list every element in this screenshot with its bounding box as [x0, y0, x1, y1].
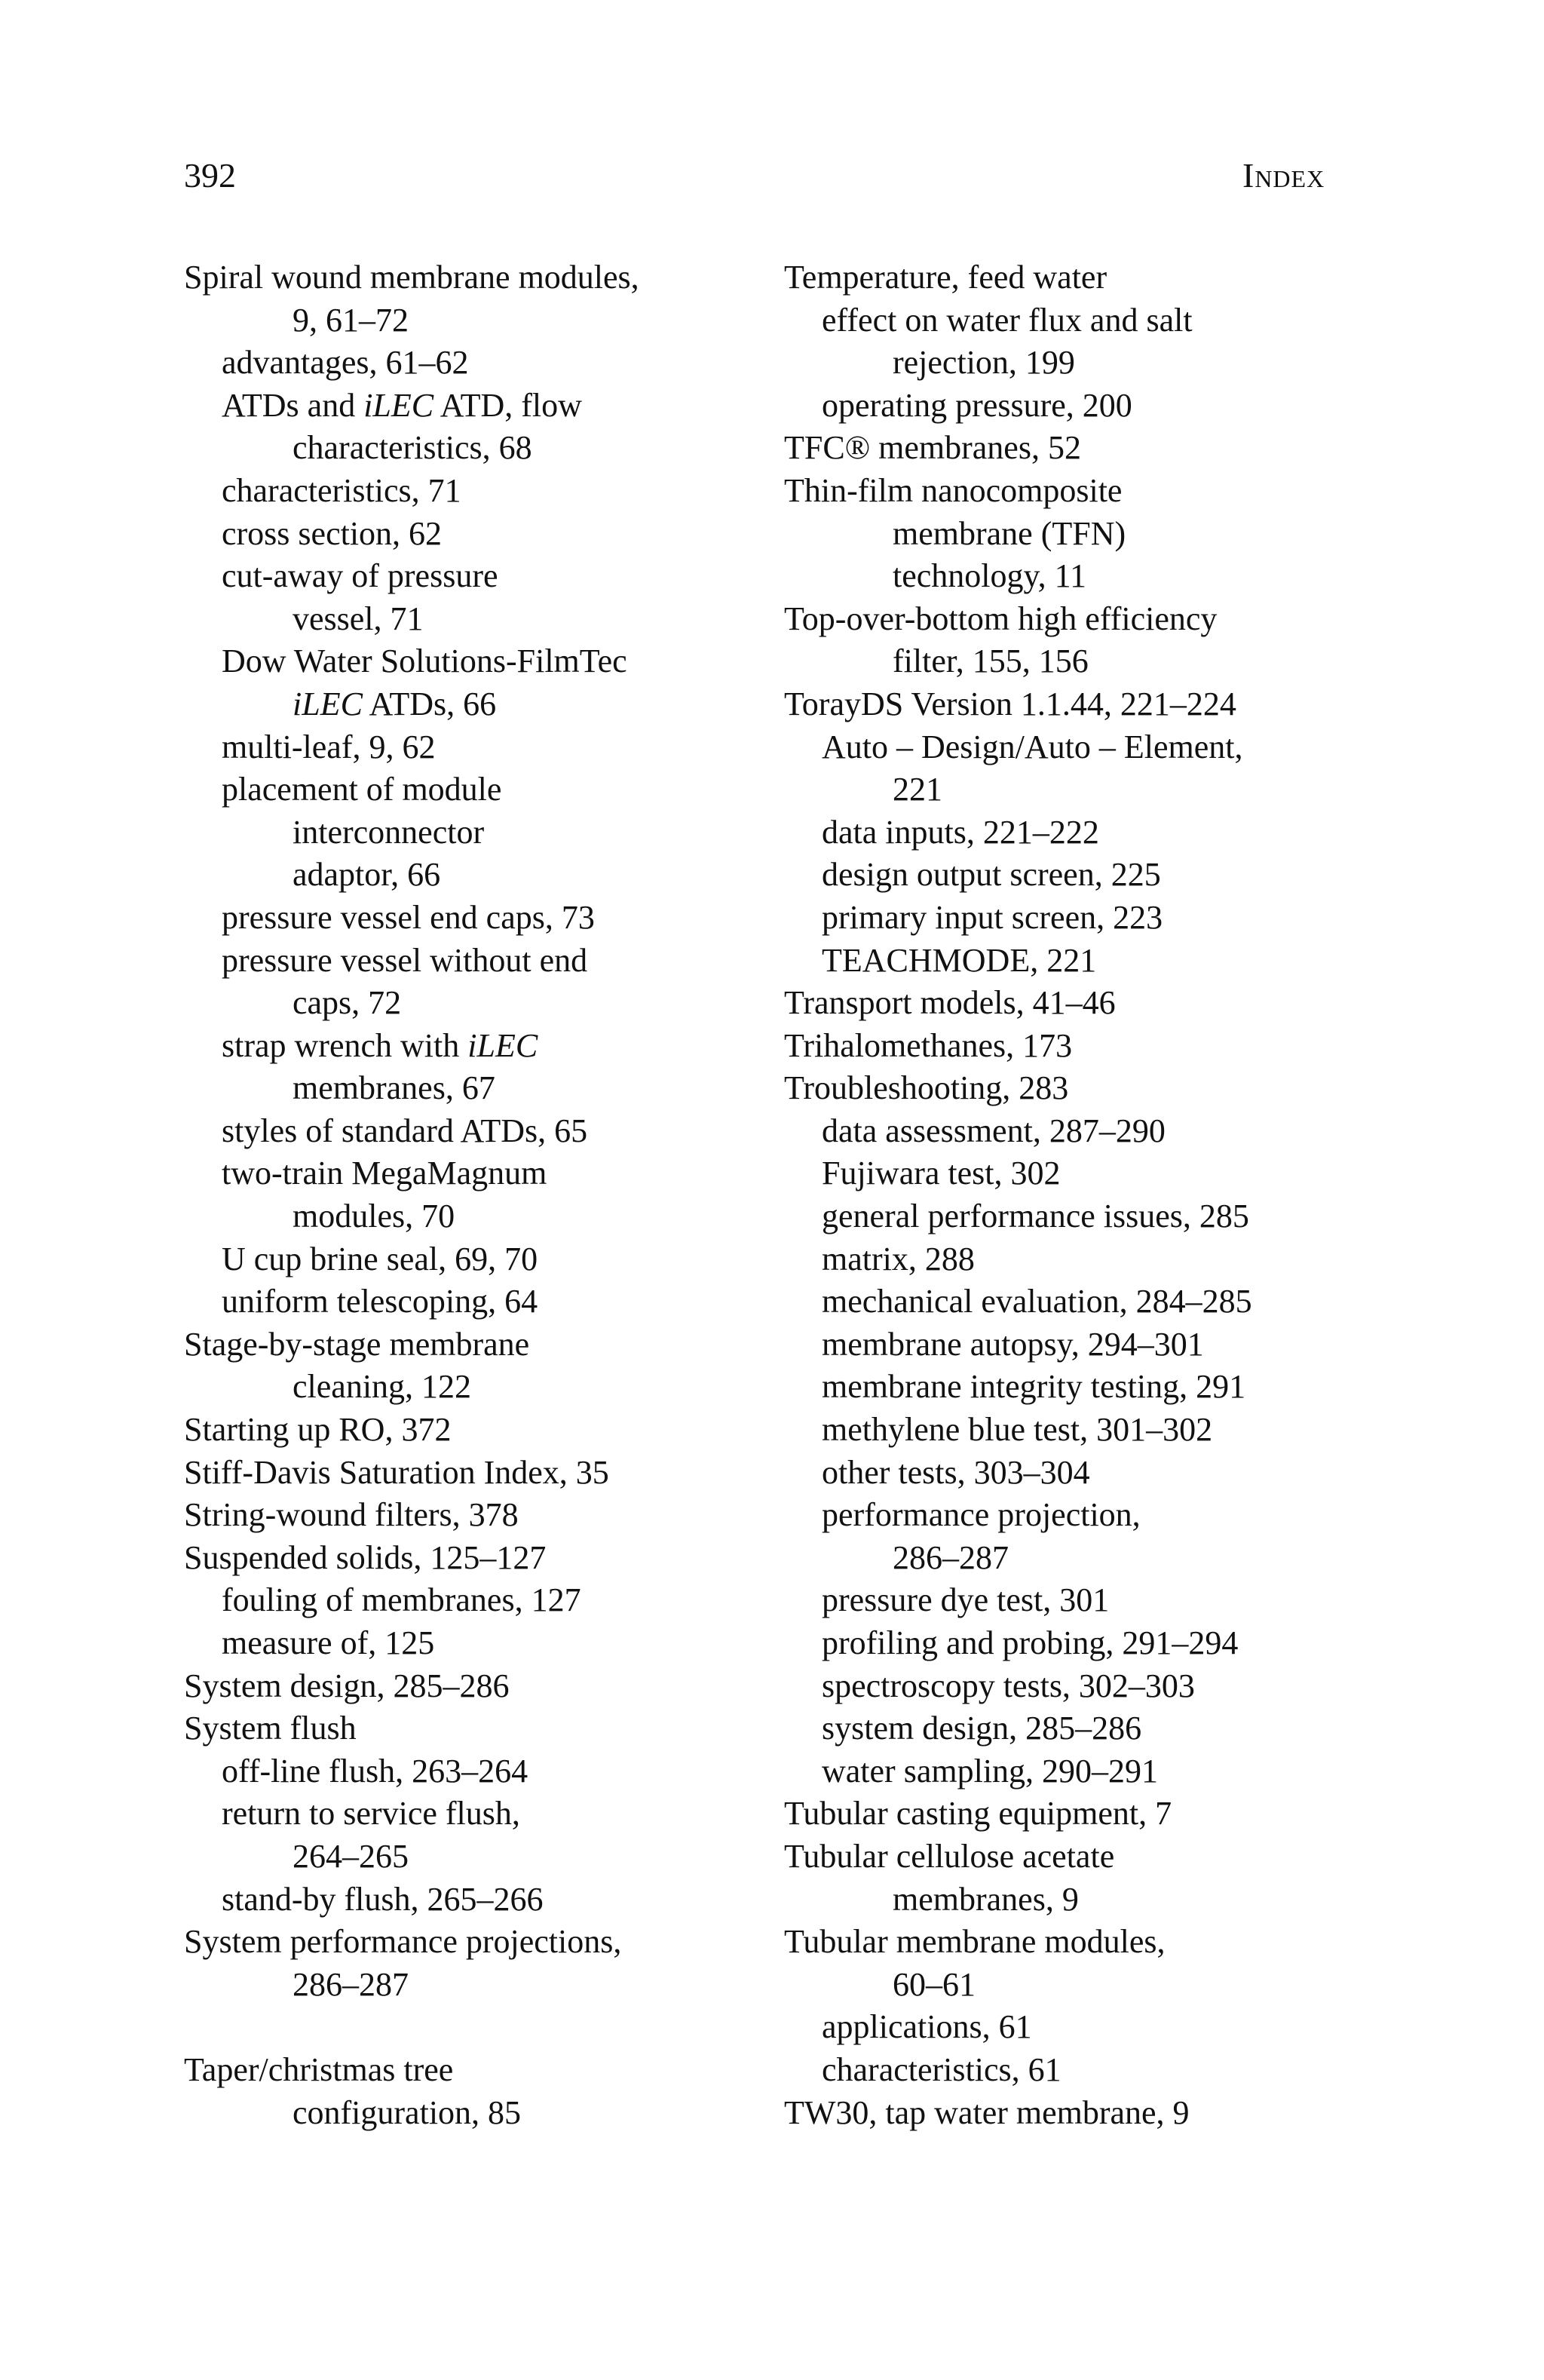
index-entry: System flush [184, 1710, 357, 1747]
index-entry: Suspended solids, 125–127 [184, 1538, 547, 1576]
index-subentry: pressure dye test, 301 [822, 1581, 1110, 1619]
index-subentry: strap wrench with iLEC [222, 1026, 538, 1064]
index-subentry: methylene blue test, 301–302 [822, 1411, 1213, 1449]
running-head: Index [1242, 156, 1325, 195]
index-subentry: stand-by flush, 265–266 [222, 1880, 544, 1918]
index-entry-continuation: technology, 11 [893, 557, 1087, 595]
page-number: 392 [184, 156, 236, 195]
index-entry: Stage-by-stage membrane [184, 1325, 530, 1363]
index-subentry: TEACHMODE, 221 [822, 941, 1097, 979]
index-entry: Trihalomethanes, 173 [784, 1026, 1073, 1064]
index-entry: Spiral wound membrane modules, [184, 259, 639, 296]
index-subentry: cut-away of pressure [222, 557, 498, 595]
index-entry: Tubular membrane modules, [784, 1923, 1166, 1961]
index-entry-continuation: membranes, 9 [893, 1880, 1079, 1918]
index-subentry: characteristics, 61 [822, 2050, 1062, 2088]
index-entry: Tubular casting equipment, 7 [784, 1795, 1172, 1833]
index-entry: Stiff-Davis Saturation Index, 35 [184, 1453, 609, 1491]
index-subentry: water sampling, 290–291 [822, 1752, 1159, 1790]
index-subentry: placement of module [222, 771, 502, 808]
index-entry: Top-over-bottom high efficiency [784, 600, 1218, 637]
index-subentry: profiling and probing, 291–294 [822, 1624, 1239, 1661]
index-subentry: membrane autopsy, 294–301 [822, 1325, 1204, 1363]
index-entry: Taper/christmas tree [184, 2050, 454, 2088]
index-subentry: multi-leaf, 9, 62 [222, 728, 436, 765]
index-subentry: data inputs, 221–222 [822, 813, 1099, 851]
index-entry: Transport models, 41–46 [784, 984, 1116, 1022]
index-entry-continuation: modules, 70 [293, 1198, 455, 1235]
index-subentry: effect on water flux and salt [822, 301, 1193, 339]
index-entry-continuation: 286–287 [893, 1538, 1009, 1576]
index-entry: System design, 285–286 [184, 1667, 510, 1704]
index-entry: String-wound filters, 378 [184, 1496, 519, 1534]
index-subentry: primary input screen, 223 [822, 898, 1163, 936]
index-entry-continuation: membrane (TFN) [893, 514, 1126, 552]
index-subentry: operating pressure, 200 [822, 386, 1132, 424]
index-subentry: system design, 285–286 [822, 1710, 1142, 1747]
index-entry: TorayDS Version 1.1.44, 221–224 [784, 685, 1236, 722]
index-subentry: measure of, 125 [222, 1624, 435, 1661]
index-subentry: Auto – Design/Auto – Element, [822, 728, 1243, 765]
index-column-right [784, 256, 1357, 2134]
index-entry-continuation: 286–287 [293, 1965, 409, 2003]
index-subentry: matrix, 288 [822, 1240, 975, 1277]
index-subentry: Dow Water Solutions-FilmTec [222, 643, 627, 680]
index-entry: TW30, tap water membrane, 9 [784, 2093, 1190, 2131]
index-entry-continuation: membranes, 67 [293, 1069, 495, 1107]
index-entry: Starting up RO, 372 [184, 1411, 452, 1449]
index-entry-continuation: 221 [893, 771, 942, 808]
index-subentry: pressure vessel end caps, 73 [222, 898, 595, 936]
index-entry: Temperature, feed water [784, 259, 1107, 296]
index-subentry: ATDs and iLEC ATD, flow [222, 386, 582, 424]
index-entry-continuation: iLEC ATDs, 66 [293, 685, 497, 722]
index-subentry: return to service flush, [222, 1795, 520, 1833]
index-subentry: other tests, 303–304 [822, 1453, 1090, 1491]
index-entry: Troubleshooting, 283 [784, 1069, 1069, 1107]
index-subentry: styles of standard ATDs, 65 [222, 1112, 588, 1149]
index-subentry: characteristics, 71 [222, 471, 461, 509]
index-entry: Thin-film nanocomposite [784, 471, 1123, 509]
index-subentry: pressure vessel without end [222, 941, 588, 979]
index-subentry: spectroscopy tests, 302–303 [822, 1667, 1195, 1704]
index-entry-continuation: 9, 61–72 [293, 301, 409, 339]
index-subentry: applications, 61 [822, 2008, 1032, 2046]
index-entry-continuation: rejection, 199 [893, 344, 1075, 382]
index-entry-continuation: configuration, 85 [293, 2093, 522, 2131]
index-entry: System performance projections, [184, 1923, 622, 1961]
index-subentry: membrane integrity testing, 291 [822, 1368, 1246, 1406]
index-entry-continuation: cleaning, 122 [293, 1368, 472, 1406]
index-entry-continuation: 60–61 [893, 1965, 976, 2003]
index-entry-continuation: interconnector [293, 813, 485, 851]
index-subentry: mechanical evaluation, 284–285 [822, 1283, 1252, 1320]
index-column-left [184, 256, 780, 2134]
index-subentry: performance projection, [822, 1496, 1141, 1534]
index-subentry: design output screen, 225 [822, 856, 1161, 894]
index-subentry: general performance issues, 285 [822, 1198, 1249, 1235]
index-subentry: cross section, 62 [222, 514, 443, 552]
index-subentry: data assessment, 287–290 [822, 1112, 1166, 1149]
index-entry-continuation: 264–265 [293, 1837, 409, 1875]
index-entry-continuation: filter, 155, 156 [893, 643, 1089, 680]
index-subentry: off-line flush, 263–264 [222, 1752, 528, 1790]
index-entry: TFC® membranes, 52 [784, 429, 1081, 467]
index-entry: Tubular cellulose acetate [784, 1837, 1115, 1875]
index-subentry: U cup brine seal, 69, 70 [222, 1240, 538, 1277]
index-entry-continuation: vessel, 71 [293, 600, 424, 637]
index-entry-continuation: characteristics, 68 [293, 429, 532, 467]
index-subentry: two-train MegaMagnum [222, 1155, 547, 1192]
index-entry-continuation: caps, 72 [293, 984, 402, 1022]
index-subentry: uniform telescoping, 64 [222, 1283, 538, 1320]
index-entry-continuation: adaptor, 66 [293, 856, 441, 894]
index-subentry: advantages, 61–62 [222, 344, 469, 382]
index-subentry: Fujiwara test, 302 [822, 1155, 1061, 1192]
entry-spacer [184, 2006, 780, 2049]
index-subentry: fouling of membranes, 127 [222, 1581, 581, 1619]
